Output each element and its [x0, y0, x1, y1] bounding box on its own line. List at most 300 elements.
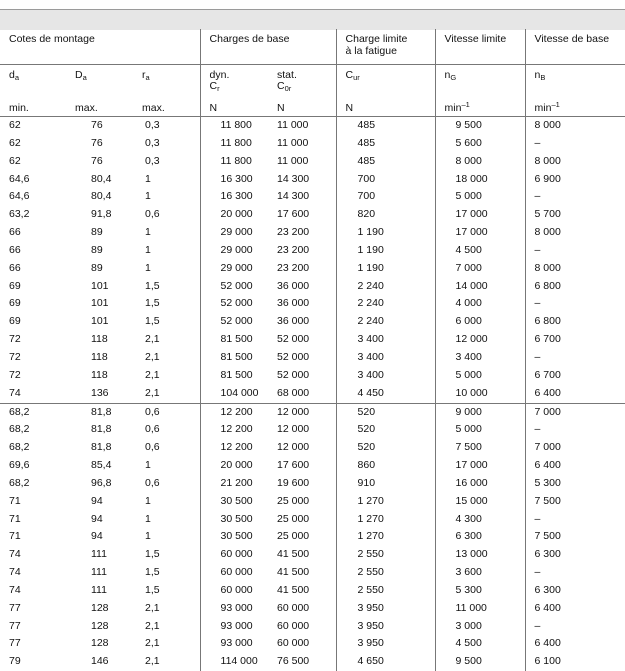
table-row — [0, 475, 625, 493]
cell-cr: 11 800 — [200, 135, 268, 153]
table-row — [0, 564, 625, 582]
cell-cur: 520 — [336, 403, 435, 421]
cell-nb: 7 000 — [525, 439, 625, 457]
cell-ng: 18 000 — [435, 171, 525, 189]
cell-ra: 0,3 — [133, 153, 200, 171]
cell-c0r: 52 000 — [268, 349, 336, 367]
cell-da: 74 — [0, 582, 66, 600]
unit-newton: N — [268, 99, 336, 117]
unit-rpm: $\min^{-1}$ — [435, 99, 525, 117]
table-row — [0, 421, 625, 439]
cell-ng: 17 000 — [435, 224, 525, 242]
cell-ra: 2,1 — [133, 618, 200, 636]
cell-cr: 29 000 — [200, 242, 268, 260]
cell-Da: 111 — [66, 546, 133, 564]
cell-cur: 700 — [336, 171, 435, 189]
cell-ng: 13 000 — [435, 546, 525, 564]
cell-cr: 12 200 — [200, 421, 268, 439]
cell-cr: 20 000 — [200, 457, 268, 475]
cell-cur: 485 — [336, 117, 435, 135]
header-symbol-row — [0, 65, 625, 100]
table-row — [0, 528, 625, 546]
cell-cur: 3 400 — [336, 349, 435, 367]
cell-cur: 860 — [336, 457, 435, 475]
cell-c0r: 60 000 — [268, 600, 336, 618]
cell-cr: 81 500 — [200, 349, 268, 367]
cell-da: 66 — [0, 260, 66, 278]
cell-nb: 8 000 — [525, 117, 625, 135]
cell-cur: 1 270 — [336, 493, 435, 511]
cell-nb: 5 300 — [525, 475, 625, 493]
cell-Da: 136 — [66, 385, 133, 403]
cell-ra: 0,6 — [133, 475, 200, 493]
cell-cr: 29 000 — [200, 260, 268, 278]
cell-cur: 1 270 — [336, 511, 435, 529]
cell-c0r: 60 000 — [268, 618, 336, 636]
cell-cur: 3 950 — [336, 618, 435, 636]
symbol-da: $d_a$ — [0, 65, 66, 100]
cell-c0r: 25 000 — [268, 511, 336, 529]
cell-ng: 15 000 — [435, 493, 525, 511]
cell-Da: 94 — [66, 511, 133, 529]
cell-cr: 93 000 — [200, 600, 268, 618]
table-body — [0, 117, 625, 671]
header-unit-row — [0, 99, 625, 117]
cell-c0r: 36 000 — [268, 295, 336, 313]
table-row — [0, 153, 625, 171]
cell-Da: 76 — [66, 117, 133, 135]
cell-ra: 0,3 — [133, 135, 200, 153]
cell-da: 77 — [0, 600, 66, 618]
cell-Da: 101 — [66, 278, 133, 296]
cell-Da: 89 — [66, 260, 133, 278]
cell-nb: – — [525, 564, 625, 582]
cell-da: 72 — [0, 349, 66, 367]
cell-ng: 17 000 — [435, 206, 525, 224]
cell-nb: 6 700 — [525, 331, 625, 349]
symbol-ng: $n_G$ — [435, 65, 525, 100]
table-top-band — [0, 9, 625, 30]
cell-cur: 520 — [336, 439, 435, 457]
cell-Da: 76 — [66, 135, 133, 153]
cell-ra: 1 — [133, 493, 200, 511]
cell-c0r: 52 000 — [268, 367, 336, 385]
cell-ra: 2,1 — [133, 385, 200, 403]
cell-ng: 16 000 — [435, 475, 525, 493]
cell-da: 66 — [0, 224, 66, 242]
cell-cur: 4 650 — [336, 653, 435, 671]
cell-ra: 1 — [133, 260, 200, 278]
cell-nb: 6 400 — [525, 600, 625, 618]
cell-cr: 52 000 — [200, 313, 268, 331]
cell-ng: 4 500 — [435, 635, 525, 653]
cell-ng: 3 000 — [435, 618, 525, 636]
cell-Da: 146 — [66, 653, 133, 671]
cell-Da: 128 — [66, 618, 133, 636]
cell-ra: 2,1 — [133, 349, 200, 367]
cell-Da: 89 — [66, 242, 133, 260]
cell-nb: – — [525, 188, 625, 206]
header-base-speed: Vitesse de base — [525, 29, 625, 65]
cell-c0r: 14 300 — [268, 188, 336, 206]
cell-Da: 101 — [66, 313, 133, 331]
cell-da: 69 — [0, 295, 66, 313]
cell-c0r: 19 600 — [268, 475, 336, 493]
cell-nb: – — [525, 421, 625, 439]
cell-da: 68,2 — [0, 403, 66, 421]
cell-ra: 1 — [133, 224, 200, 242]
cell-da: 63,2 — [0, 206, 66, 224]
cell-cr: 60 000 — [200, 546, 268, 564]
cell-da: 79 — [0, 653, 66, 671]
cell-cur: 3 950 — [336, 635, 435, 653]
cell-ng: 4 000 — [435, 295, 525, 313]
cell-cr: 60 000 — [200, 564, 268, 582]
cell-Da: 94 — [66, 528, 133, 546]
cell-cur: 3 400 — [336, 367, 435, 385]
cell-da: 62 — [0, 135, 66, 153]
cell-cr: 30 500 — [200, 528, 268, 546]
unit-max: max. — [133, 99, 200, 117]
cell-nb: 6 100 — [525, 653, 625, 671]
cell-Da: 96,8 — [66, 475, 133, 493]
table-row — [0, 618, 625, 636]
cell-da: 66 — [0, 242, 66, 260]
cell-c0r: 36 000 — [268, 313, 336, 331]
cell-c0r: 11 000 — [268, 117, 336, 135]
cell-cr: 52 000 — [200, 278, 268, 296]
cell-Da: 101 — [66, 295, 133, 313]
cell-nb: 8 000 — [525, 153, 625, 171]
cell-c0r: 23 200 — [268, 242, 336, 260]
cell-cr: 114 000 — [200, 653, 268, 671]
cell-nb: 6 300 — [525, 582, 625, 600]
symbol-Da: $D_a$ — [66, 65, 133, 100]
cell-nb: 7 500 — [525, 528, 625, 546]
cell-nb: – — [525, 295, 625, 313]
cell-Da: 85,4 — [66, 457, 133, 475]
symbol-stat-c0r: stat. $C_{0r}$ — [268, 65, 336, 100]
table-row — [0, 295, 625, 313]
cell-ng: 5 300 — [435, 582, 525, 600]
cell-ng: 6 300 — [435, 528, 525, 546]
cell-c0r: 17 600 — [268, 206, 336, 224]
unit-rpm: $\min^{-1}$ — [525, 99, 625, 117]
table-row — [0, 582, 625, 600]
cell-c0r: 23 200 — [268, 224, 336, 242]
cell-cur: 910 — [336, 475, 435, 493]
cell-da: 64,6 — [0, 171, 66, 189]
cell-ra: 1 — [133, 528, 200, 546]
cell-c0r: 23 200 — [268, 260, 336, 278]
cell-cr: 81 500 — [200, 367, 268, 385]
cell-ng: 17 000 — [435, 457, 525, 475]
cell-cur: 2 240 — [336, 313, 435, 331]
cell-ra: 0,3 — [133, 117, 200, 135]
cell-cr: 52 000 — [200, 295, 268, 313]
cell-ra: 1 — [133, 188, 200, 206]
cell-Da: 94 — [66, 493, 133, 511]
cell-ng: 9 000 — [435, 403, 525, 421]
unit-max: max. — [66, 99, 133, 117]
cell-c0r: 25 000 — [268, 528, 336, 546]
cell-ng: 5 000 — [435, 421, 525, 439]
cell-ra: 0,6 — [133, 439, 200, 457]
cell-cr: 60 000 — [200, 582, 268, 600]
cell-c0r: 11 000 — [268, 135, 336, 153]
cell-c0r: 52 000 — [268, 331, 336, 349]
cell-da: 68,2 — [0, 475, 66, 493]
cell-nb: – — [525, 135, 625, 153]
cell-ng: 6 000 — [435, 313, 525, 331]
cell-c0r: 76 500 — [268, 653, 336, 671]
cell-c0r: 25 000 — [268, 493, 336, 511]
cell-Da: 89 — [66, 224, 133, 242]
cell-cur: 1 190 — [336, 224, 435, 242]
unit-newton: N — [200, 99, 268, 117]
cell-cur: 3 400 — [336, 331, 435, 349]
cell-da: 74 — [0, 564, 66, 582]
cell-nb: 8 000 — [525, 224, 625, 242]
cell-ng: 5 000 — [435, 188, 525, 206]
cell-Da: 80,4 — [66, 171, 133, 189]
cell-cr: 12 200 — [200, 439, 268, 457]
cell-cur: 1 190 — [336, 242, 435, 260]
header-group-row — [0, 29, 625, 65]
table-row — [0, 635, 625, 653]
cell-cur: 520 — [336, 421, 435, 439]
cell-Da: 80,4 — [66, 188, 133, 206]
cell-cr: 21 200 — [200, 475, 268, 493]
cell-c0r: 68 000 — [268, 385, 336, 403]
cell-Da: 128 — [66, 600, 133, 618]
header-base-loads: Charges de base — [200, 29, 336, 65]
cell-ng: 9 500 — [435, 653, 525, 671]
cell-cur: 4 450 — [336, 385, 435, 403]
cell-nb: 6 400 — [525, 457, 625, 475]
cell-cr: 30 500 — [200, 511, 268, 529]
table-row — [0, 457, 625, 475]
table-row — [0, 242, 625, 260]
cell-c0r: 41 500 — [268, 564, 336, 582]
cell-da: 71 — [0, 493, 66, 511]
cell-cur: 2 550 — [336, 546, 435, 564]
cell-ng: 9 500 — [435, 117, 525, 135]
table-row — [0, 403, 625, 421]
table-row — [0, 349, 625, 367]
cell-cur: 3 950 — [336, 600, 435, 618]
cell-ra: 0,6 — [133, 206, 200, 224]
cell-ra: 0,6 — [133, 421, 200, 439]
cell-cr: 16 300 — [200, 171, 268, 189]
cell-nb: 6 300 — [525, 546, 625, 564]
table-row — [0, 511, 625, 529]
cell-ng: 3 600 — [435, 564, 525, 582]
cell-da: 69,6 — [0, 457, 66, 475]
cell-Da: 81,8 — [66, 421, 133, 439]
cell-da: 71 — [0, 511, 66, 529]
cell-da: 68,2 — [0, 421, 66, 439]
cell-Da: 76 — [66, 153, 133, 171]
table-row — [0, 278, 625, 296]
cell-c0r: 41 500 — [268, 546, 336, 564]
cell-nb: – — [525, 242, 625, 260]
cell-cur: 1 270 — [336, 528, 435, 546]
cell-da: 74 — [0, 385, 66, 403]
cell-Da: 81,8 — [66, 403, 133, 421]
cell-nb: 7 500 — [525, 493, 625, 511]
unit-min: min. — [0, 99, 66, 117]
cell-Da: 128 — [66, 635, 133, 653]
cell-nb: – — [525, 618, 625, 636]
table-row — [0, 224, 625, 242]
cell-ng: 5 600 — [435, 135, 525, 153]
cell-ng: 5 000 — [435, 367, 525, 385]
cell-da: 72 — [0, 331, 66, 349]
cell-da: 69 — [0, 278, 66, 296]
cell-cr: 16 300 — [200, 188, 268, 206]
cell-Da: 91,8 — [66, 206, 133, 224]
cell-nb: 6 400 — [525, 635, 625, 653]
cell-cur: 820 — [336, 206, 435, 224]
cell-ra: 1,5 — [133, 313, 200, 331]
cell-cr: 104 000 — [200, 385, 268, 403]
table-row — [0, 367, 625, 385]
table-row — [0, 493, 625, 511]
cell-da: 68,2 — [0, 439, 66, 457]
cell-da: 72 — [0, 367, 66, 385]
cell-ng: 11 000 — [435, 600, 525, 618]
cell-cr: 11 800 — [200, 117, 268, 135]
cell-cur: 2 550 — [336, 582, 435, 600]
cell-c0r: 36 000 — [268, 278, 336, 296]
cell-c0r: 11 000 — [268, 153, 336, 171]
table-row — [0, 331, 625, 349]
cell-ng: 14 000 — [435, 278, 525, 296]
cell-nb: 6 800 — [525, 313, 625, 331]
cell-ra: 2,1 — [133, 600, 200, 618]
symbol-dyn-cr: dyn. $C_r$ — [200, 65, 268, 100]
table-row — [0, 439, 625, 457]
cell-c0r: 60 000 — [268, 635, 336, 653]
cell-cr: 12 200 — [200, 403, 268, 421]
cell-ra: 1 — [133, 511, 200, 529]
table-row — [0, 385, 625, 403]
cell-cur: 2 550 — [336, 564, 435, 582]
cell-nb: 5 700 — [525, 206, 625, 224]
cell-nb: – — [525, 349, 625, 367]
cell-c0r: 12 000 — [268, 403, 336, 421]
cell-c0r: 17 600 — [268, 457, 336, 475]
cell-cr: 93 000 — [200, 635, 268, 653]
cell-cur: 485 — [336, 153, 435, 171]
table-row — [0, 188, 625, 206]
cell-ra: 1,5 — [133, 582, 200, 600]
symbol-nb: $n_B$ — [525, 65, 625, 100]
cell-da: 77 — [0, 635, 66, 653]
symbol-ra: $r_a$ — [133, 65, 200, 100]
table-row — [0, 600, 625, 618]
cell-ra: 2,1 — [133, 367, 200, 385]
cell-nb: 6 700 — [525, 367, 625, 385]
cell-ra: 1,5 — [133, 546, 200, 564]
table-row — [0, 206, 625, 224]
table-row — [0, 135, 625, 153]
cell-cr: 30 500 — [200, 493, 268, 511]
table-row — [0, 117, 625, 135]
cell-Da: 118 — [66, 349, 133, 367]
cell-Da: 118 — [66, 367, 133, 385]
cell-Da: 111 — [66, 564, 133, 582]
cell-ra: 2,1 — [133, 635, 200, 653]
cell-ng: 12 000 — [435, 331, 525, 349]
header-fatigue-limit: Charge limite à la fatigue — [336, 29, 435, 65]
cell-ng: 7 000 — [435, 260, 525, 278]
cell-ra: 1 — [133, 171, 200, 189]
cell-cur: 2 240 — [336, 278, 435, 296]
cell-nb: 8 000 — [525, 260, 625, 278]
cell-cur: 1 190 — [336, 260, 435, 278]
table-header — [0, 29, 625, 117]
cell-cur: 2 240 — [336, 295, 435, 313]
cell-Da: 118 — [66, 331, 133, 349]
symbol-cur: $C_{ur}$ — [336, 65, 435, 100]
cell-nb: 6 800 — [525, 278, 625, 296]
cell-cr: 93 000 — [200, 618, 268, 636]
cell-da: 69 — [0, 313, 66, 331]
bearing-dimensions-table — [0, 29, 625, 671]
cell-cur: 700 — [336, 188, 435, 206]
cell-ra: 1,5 — [133, 295, 200, 313]
cell-ra: 1,5 — [133, 278, 200, 296]
cell-da: 77 — [0, 618, 66, 636]
header-limit-speed: Vitesse limite — [435, 29, 525, 65]
table-row — [0, 260, 625, 278]
cell-ra: 0,6 — [133, 403, 200, 421]
cell-cr: 20 000 — [200, 206, 268, 224]
cell-c0r: 12 000 — [268, 439, 336, 457]
cell-da: 62 — [0, 153, 66, 171]
cell-ra: 2,1 — [133, 331, 200, 349]
table-row — [0, 546, 625, 564]
cell-nb: 7 000 — [525, 403, 625, 421]
cell-cr: 81 500 — [200, 331, 268, 349]
header-mount-dims: Cotes de montage — [0, 29, 200, 65]
cell-Da: 111 — [66, 582, 133, 600]
cell-c0r: 12 000 — [268, 421, 336, 439]
cell-c0r: 14 300 — [268, 171, 336, 189]
cell-c0r: 41 500 — [268, 582, 336, 600]
cell-nb: 6 900 — [525, 171, 625, 189]
cell-ng: 8 000 — [435, 153, 525, 171]
cell-ra: 2,1 — [133, 653, 200, 671]
table-row — [0, 653, 625, 671]
cell-nb: – — [525, 511, 625, 529]
cell-ng: 4 300 — [435, 511, 525, 529]
cell-nb: 6 400 — [525, 385, 625, 403]
cell-ra: 1,5 — [133, 564, 200, 582]
cell-ng: 4 500 — [435, 242, 525, 260]
cell-da: 71 — [0, 528, 66, 546]
cell-cur: 485 — [336, 135, 435, 153]
cell-da: 74 — [0, 546, 66, 564]
cell-cr: 11 800 — [200, 153, 268, 171]
cell-Da: 81,8 — [66, 439, 133, 457]
cell-ng: 7 500 — [435, 439, 525, 457]
cell-da: 62 — [0, 117, 66, 135]
cell-da: 64,6 — [0, 188, 66, 206]
cell-ra: 1 — [133, 457, 200, 475]
